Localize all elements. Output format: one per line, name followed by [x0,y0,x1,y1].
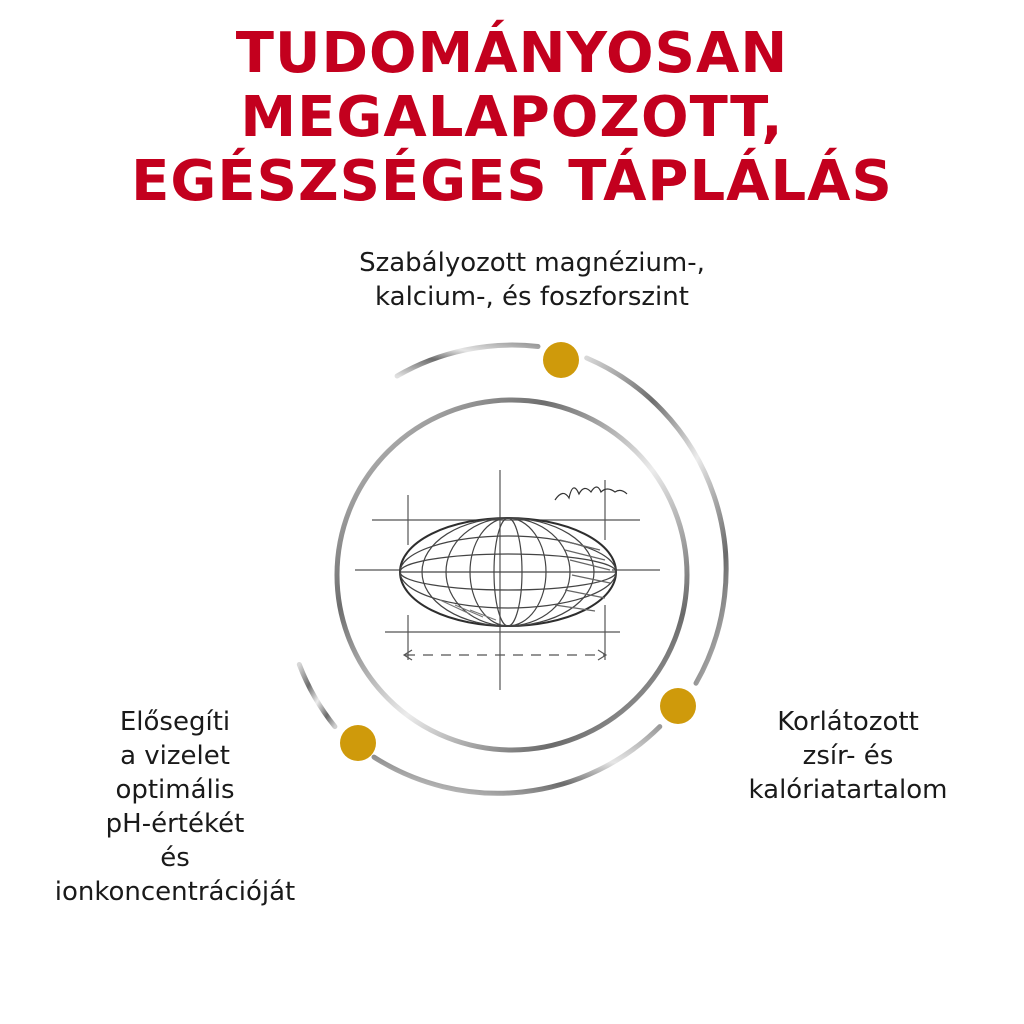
feature-line: ionkoncentrációját [54,877,296,907]
outer-arc-bottom [374,727,660,794]
gold-dot-icon [340,725,376,761]
feature-line: pH-értékét [105,809,245,839]
feature-line: a vizelet [120,741,230,771]
feature-line: zsír- és [802,741,894,771]
gold-dot-icon [660,688,696,724]
feature-minerals [312,246,752,314]
feature-line: Korlátozott [777,707,919,737]
feature-line: Elősegíti [119,707,231,737]
kibble-sketch-icon [355,470,660,690]
feature-line: kalóriatartalom [748,775,948,805]
feature-line: optimális [115,775,235,805]
outer-arc-top-left [397,345,538,376]
feature-line: és [160,843,190,873]
feature-urine-ph [30,705,320,909]
feature-fat-calories [700,705,996,807]
feature-line: Szabályozott magnézium-, [359,248,705,278]
title-line-1: TUDOMÁNYOSAN MEGALAPOZOTT, [235,21,789,150]
title-line-2: EGÉSZSÉGES TÁPLÁLÁS [131,149,893,214]
gold-dot-icon [543,342,579,378]
inner-ring [337,400,687,750]
feature-line: kalcium-, és foszforszint [375,282,689,312]
